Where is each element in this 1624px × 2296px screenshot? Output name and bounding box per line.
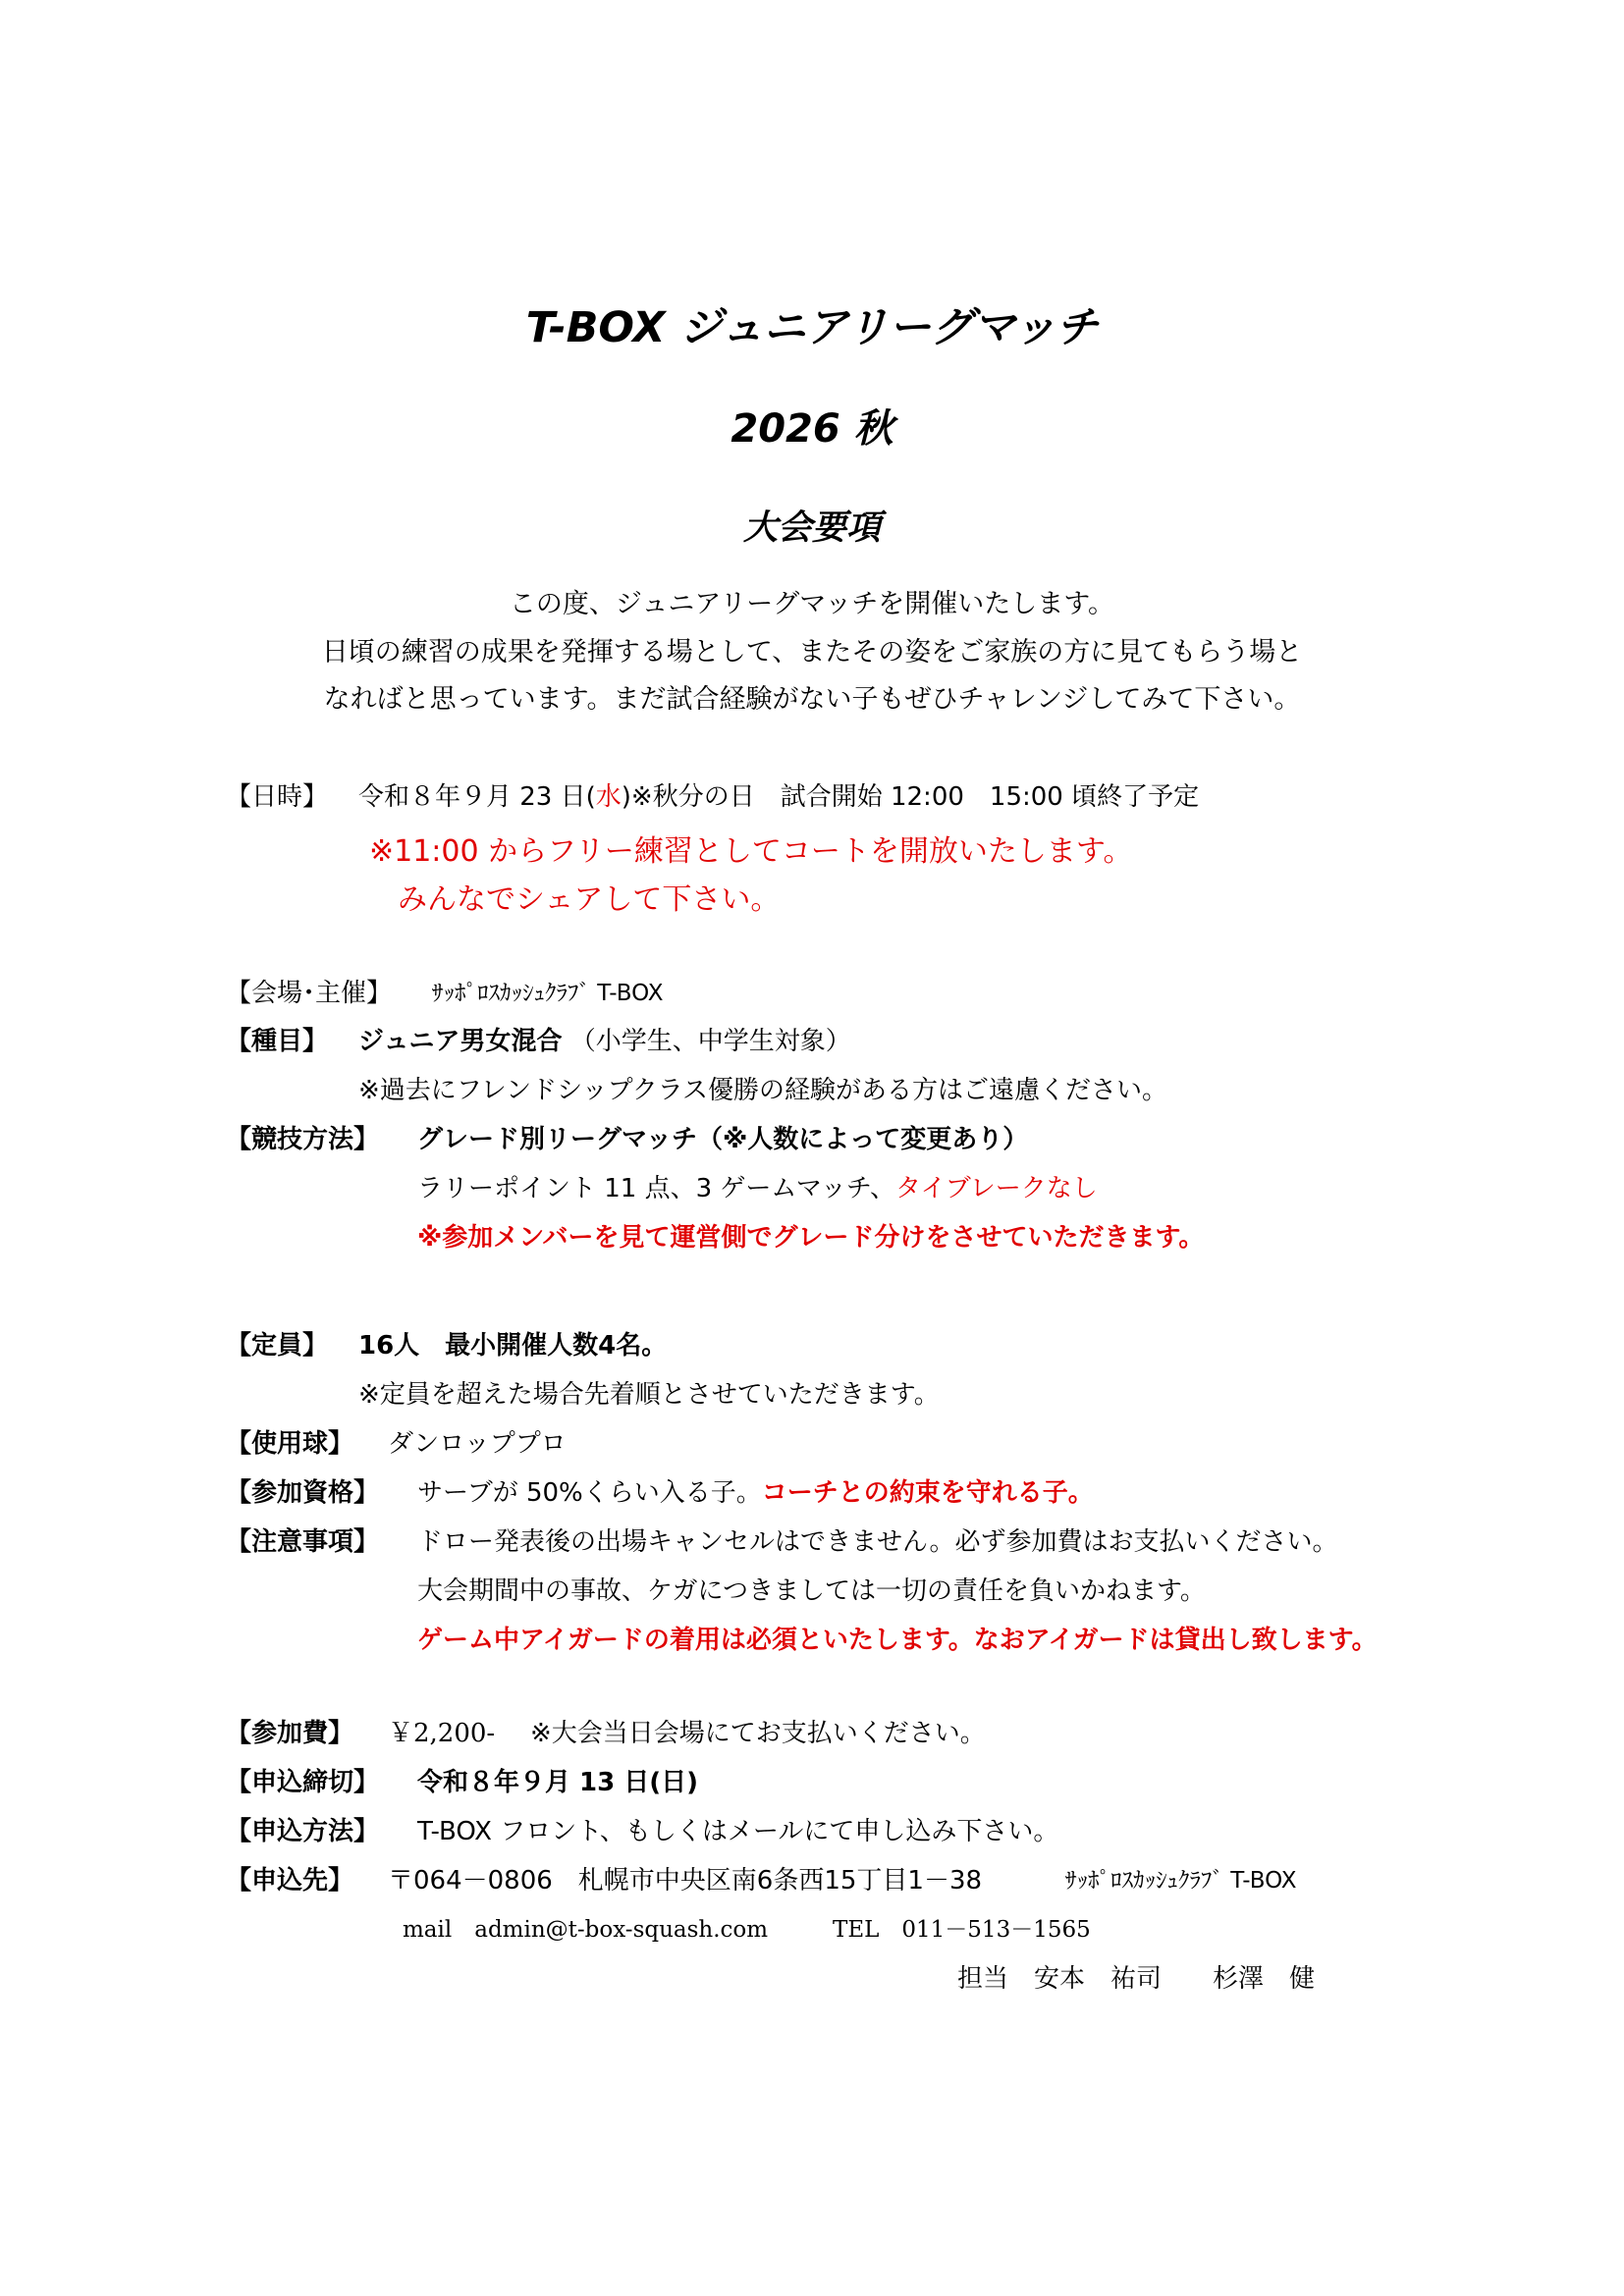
page-subtitle: 2026 秋 [731,406,893,452]
capacity-note: ※定員を超えた場合先着順とさせていただきます。 [358,1380,940,1410]
section-heading: 大会要項 [742,508,881,548]
event-text [358,1021,851,1057]
datetime-note-1: ※11:00 からフリー練習としてコートを開放いたします。 [369,834,1133,869]
method-text: T-BOX フロント、もしくはメールにて申し込み下さい。 [417,1817,1059,1846]
deadline-label: 【申込締切】 [226,1768,380,1797]
datetime-date: 令和８年９月 23 日( [358,782,596,812]
ball-text: ダンロッププロ [388,1429,567,1459]
datetime-text [358,776,1199,813]
intro-line-1: この度、ジュニアリーグマッチを開催いたします。 [509,589,1115,619]
page-title: T-BOX ジュニアリーグマッチ [525,303,1099,352]
capacity-label: 【定員】 [226,1331,329,1361]
notes-line-3: ゲーム中アイガードの着用は必須といたします。なおアイガードは貸出し致します。 [417,1626,1378,1655]
datetime-label: 【日時】 [226,782,329,812]
intro-line-3: なればと思っています。まだ試合経験がない子もぜひチャレンジしてみて下さい。 [323,684,1301,715]
contact-mail: mail admin@t-box-squash.com [403,1917,769,1943]
deadline-text: 令和８年９月 13 日(日) [417,1768,699,1797]
contact-tel: TEL 011－513－1565 [833,1917,1091,1943]
ball-label: 【使用球】 [226,1429,354,1459]
format-line-2 [417,1168,1098,1204]
datetime-time: )※秋分の日 試合開始 12:00 15:00 頃終了予定 [621,782,1200,812]
eligibility-text [417,1472,1094,1509]
method-label: 【申込方法】 [226,1817,380,1846]
contact-label: 【申込先】 [226,1866,354,1896]
notes-label: 【注意事項】 [226,1527,380,1557]
notes-line-1: ドロー発表後の出場キャンセルはできません。必ず参加費はお支払いください。 [417,1527,1338,1557]
format-line-1: グレード別リーグマッチ（※人数によって変更あり） [417,1125,1029,1154]
datetime-weekday: 水 [595,782,622,812]
intro-line-2: 日頃の練習の成果を発揮する場として、またその姿をご家族の方に見てもらう場と [321,637,1303,667]
contact-club: ｻｯﾎﾟﾛｽｶｯｼｭｸﾗﾌﾞ T-BOX [1065,1868,1297,1894]
eligibility-label: 【参加資格】 [226,1478,380,1508]
eligibility-promise: コーチとの約束を守れる子。 [761,1478,1094,1508]
event-label: 【種目】 [226,1027,329,1056]
venue-text: ｻｯﾎﾟﾛｽｶｯｼｭｸﾗﾌﾞ T-BOX [432,981,664,1006]
event-target: （小学生、中学生対象） [569,1027,851,1056]
contact-address: 〒064－0806 札幌市中央区南6条西15丁目1－38 [388,1866,983,1896]
eligibility-serve: サーブが 50%くらい入る子。 [417,1478,762,1508]
format-tiebreak: タイブレークなし [895,1174,1098,1203]
notes-line-2: 大会期間中の事故、ケガにつきましては一切の責任を負いかねます。 [417,1576,1206,1606]
capacity-text: 16人 最小開催人数4名。 [358,1331,668,1361]
fee-amount: ￥2,200- [388,1719,496,1748]
format-label: 【競技方法】 [226,1125,380,1154]
fee-label: 【参加費】 [226,1719,354,1748]
venue-label: 【会場･主催】 [226,979,393,1008]
fee-note: ※大会当日会場にてお支払いください。 [530,1719,986,1748]
format-line-3: ※参加メンバーを見て運営側でグレード分けをさせていただきます。 [417,1223,1205,1253]
datetime-note-2: みんなでシェアして下さい。 [398,882,781,917]
format-rules: ラリーポイント 11 点、3 ゲームマッチ、 [417,1174,896,1203]
contact-staff: 担当 安本 祐司 杉澤 健 [957,1964,1316,1994]
event-name: ジュニア男女混合 [358,1027,563,1056]
event-note: ※過去にフレンドシップクラス優勝の経験がある方はご遠慮ください。 [358,1076,1168,1105]
